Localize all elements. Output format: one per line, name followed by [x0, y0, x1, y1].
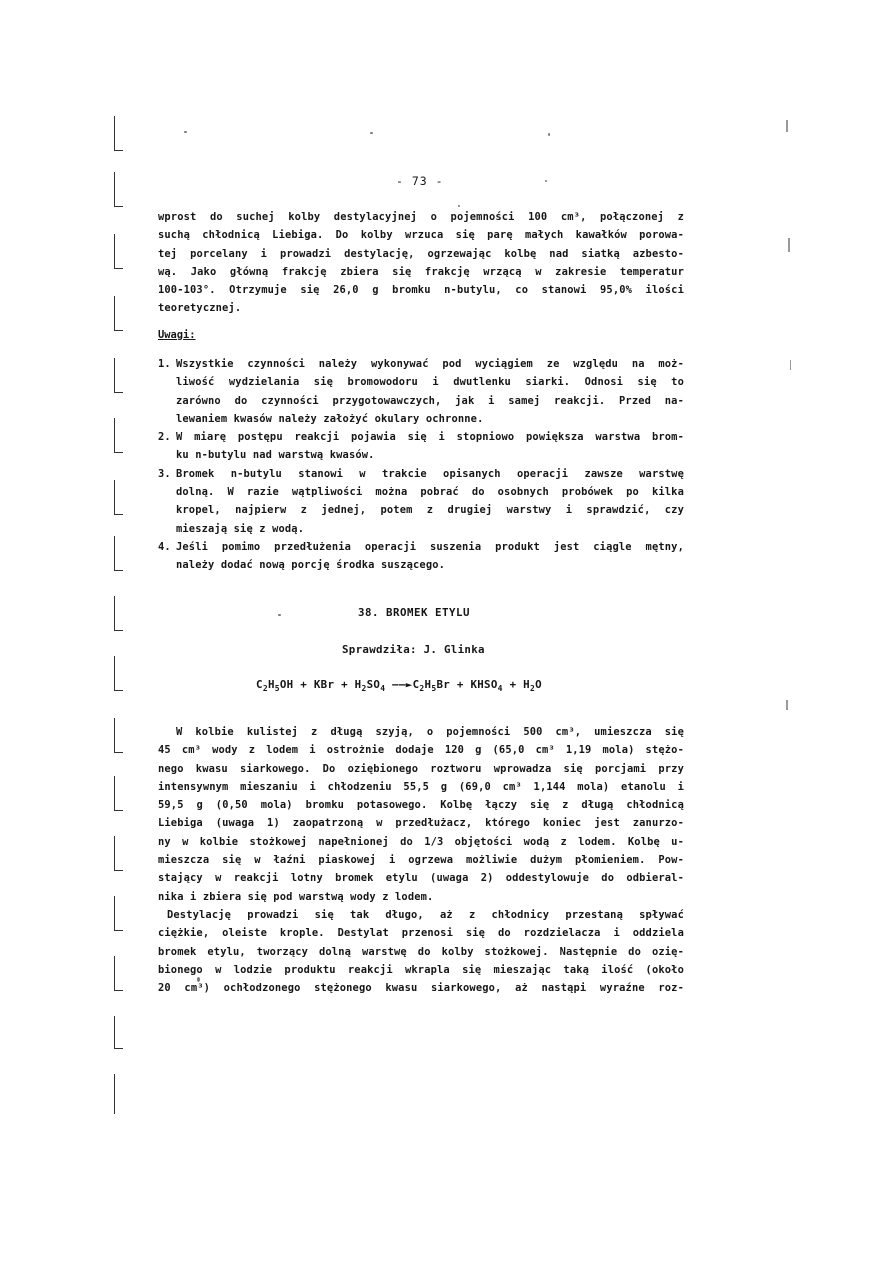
binder-mark	[114, 296, 123, 331]
text-line: nego kwasu siarkowego. Do oziębionego roztworu wprowadza się porcjami przy	[158, 762, 684, 775]
text-line: mieszcza się w łaźni piaskowej i ogrzewa możliwie dużym płomieniem. Pow-	[158, 854, 684, 867]
text-line: mieszają się z wodą.	[176, 522, 305, 535]
binder-mark	[114, 358, 123, 393]
text-line: liwość wydzielania się bromowodoru i dwutlenku siarki. Odnosi się to	[176, 376, 684, 389]
binder-mark	[114, 776, 123, 811]
text-line: ciężkie, oleiste krople. Destylat przenosi się do rozdzielacza i oddziela	[158, 927, 684, 940]
text-line: nika i zbiera się pod warstwą wody z lodem.	[158, 890, 434, 903]
section-byline: Sprawdziła: J. Glinka	[342, 643, 485, 656]
text-line: intensywnym mieszaniu i chłodzeniu 55,5 g (69,0 cm³ 1,144 mola) etanolu i	[158, 780, 684, 793]
text-line: Bromek n-butylu stanowi w trakcie opisanych operacji zawsze warstwę	[176, 467, 684, 480]
text-line: tej porcelany i prowadzi destylację, ogrzewając kolbę nad siatką azbesto-	[158, 247, 684, 260]
scan-speck	[545, 180, 547, 182]
binder-mark	[114, 172, 123, 207]
scan-speck	[278, 614, 281, 616]
binder-margin	[106, 108, 128, 1118]
note-number: 2.	[158, 431, 171, 444]
reaction-equation: $C_2H_5OH$ + KBr + $H_2SO_4$ $——►C_2H_5Br$ + $KHSO_4 + H_2O$	[256, 678, 542, 694]
text-line: Destylację prowadzi się tak długo, aż z chłodnicy przestaną spływać	[167, 908, 684, 921]
scan-speck	[370, 132, 373, 134]
section-title: 38. BROMEK ETYLU	[358, 606, 471, 619]
text-line: Wszystkie czynności należy wykonywać pod wyciągiem ze względu na moż-	[176, 358, 684, 370]
binder-mark	[114, 418, 123, 453]
scan-speck	[458, 205, 460, 207]
binder-mark	[114, 536, 123, 571]
page-number: - 73 -	[396, 174, 444, 188]
text-line: 59,5 g (0,50 mola) bromku potasowego. Kolbę łączy się z długą chłodnicą	[158, 799, 684, 812]
text-line: W kolbie kulistej z długą szyją, o pojemności 500 cm³, umieszcza się	[176, 726, 684, 738]
text-line: suchą chłodnicą Liebiga. Do kolby wrzuca się parę małych kawałków porowa-	[158, 229, 684, 242]
notes-heading: Uwagi:	[158, 329, 196, 341]
binder-mark	[114, 1074, 123, 1114]
text-line: bromek etylu, tworzący dolną warstwę do kolby stożkowej. Następnie do ozię-	[158, 945, 684, 958]
edge-artifact	[788, 238, 790, 252]
text-line: Jeśli pomimo przedłużenia operacji suszenia produkt jest ciągle mętny,	[176, 540, 684, 553]
text-line: 20 cm³) ochłodzonego stężonego kwasu siarkowego, aż nastąpi wyraźne roz-	[158, 982, 684, 995]
text-line: Liebiga (uwaga 1) zaopatrzoną w przedłużacz, którego koniec jest zanurzo-	[158, 817, 684, 830]
text-line: należy dodać nową porcję środka suszącego.	[176, 559, 446, 572]
edge-artifact	[786, 120, 788, 132]
continuation-paragraph	[158, 208, 684, 318]
note-item	[158, 465, 684, 538]
note-item	[158, 538, 684, 575]
text-line: lewaniem kwasów należy założyć okulary ochronne.	[176, 412, 484, 425]
scan-speck	[184, 131, 187, 133]
text-line: zarówno do czynności przygotowawczych, jak i samej reakcji. Przed na-	[176, 394, 684, 407]
note-number: 1.	[158, 358, 171, 370]
binder-mark	[114, 656, 123, 691]
text-line: 100-103°. Otrzymuje się 26,0 g bromku n-butylu, co stanowi 95,0% ilości	[158, 284, 684, 297]
reaction-arrow: ——►	[392, 678, 413, 691]
text-line: dolną. W razie wątpliwości można pobrać do osobnych probówek po kilka	[176, 486, 684, 499]
edge-artifact	[790, 360, 791, 370]
binder-mark	[114, 480, 123, 515]
text-line: bionego w lodzie produktu reakcji wkrapla się mieszając taką ilość (około	[158, 963, 684, 976]
binder-mark	[114, 836, 123, 871]
edge-artifact	[786, 700, 788, 710]
scan-speck	[548, 133, 550, 136]
note-item	[158, 355, 684, 428]
text-line: W miarę postępu reakcji pojawia się i stopniowo powiększa warstwa brom-	[176, 431, 684, 444]
text-line: teoretycznej.	[158, 302, 242, 315]
binder-mark	[114, 956, 123, 991]
text-line: stający w reakcji lotny bromek etylu (uwaga 2) oddestylowuje do odbieral-	[158, 872, 684, 885]
binder-mark	[114, 718, 123, 753]
text-line: kropel, najpierw z jednej, potem z drugiej warstwy i sprawdzić, czy	[176, 504, 684, 517]
binder-mark	[114, 1016, 123, 1049]
text-line: wą. Jako główną frakcję zbiera się frakcję wrzącą w zakresie temperatur	[158, 265, 684, 278]
text-line: ku n-butylu nad warstwą kwasów.	[176, 449, 375, 462]
text-line: ny w kolbie stożkowej napełnionej do 1/3 objętości wodą z lodem. Kolbę u-	[158, 835, 684, 848]
notes-list	[158, 355, 684, 575]
binder-mark	[114, 234, 123, 269]
note-number: 3.	[158, 467, 171, 480]
binder-mark	[114, 896, 123, 931]
binder-mark	[114, 596, 123, 631]
text-line: 45 cm³ wody z lodem i ostrożnie dodaje 120 g (65,0 cm³ 1,19 mola) stężo-	[158, 744, 684, 757]
note-item	[158, 428, 684, 465]
note-number: 4.	[158, 540, 171, 553]
procedure-paragraph	[158, 723, 684, 997]
binder-mark	[114, 116, 123, 151]
text-line: wprost do suchej kolby destylacyjnej o pojemności 100 cm³, połączonej z	[158, 211, 684, 223]
